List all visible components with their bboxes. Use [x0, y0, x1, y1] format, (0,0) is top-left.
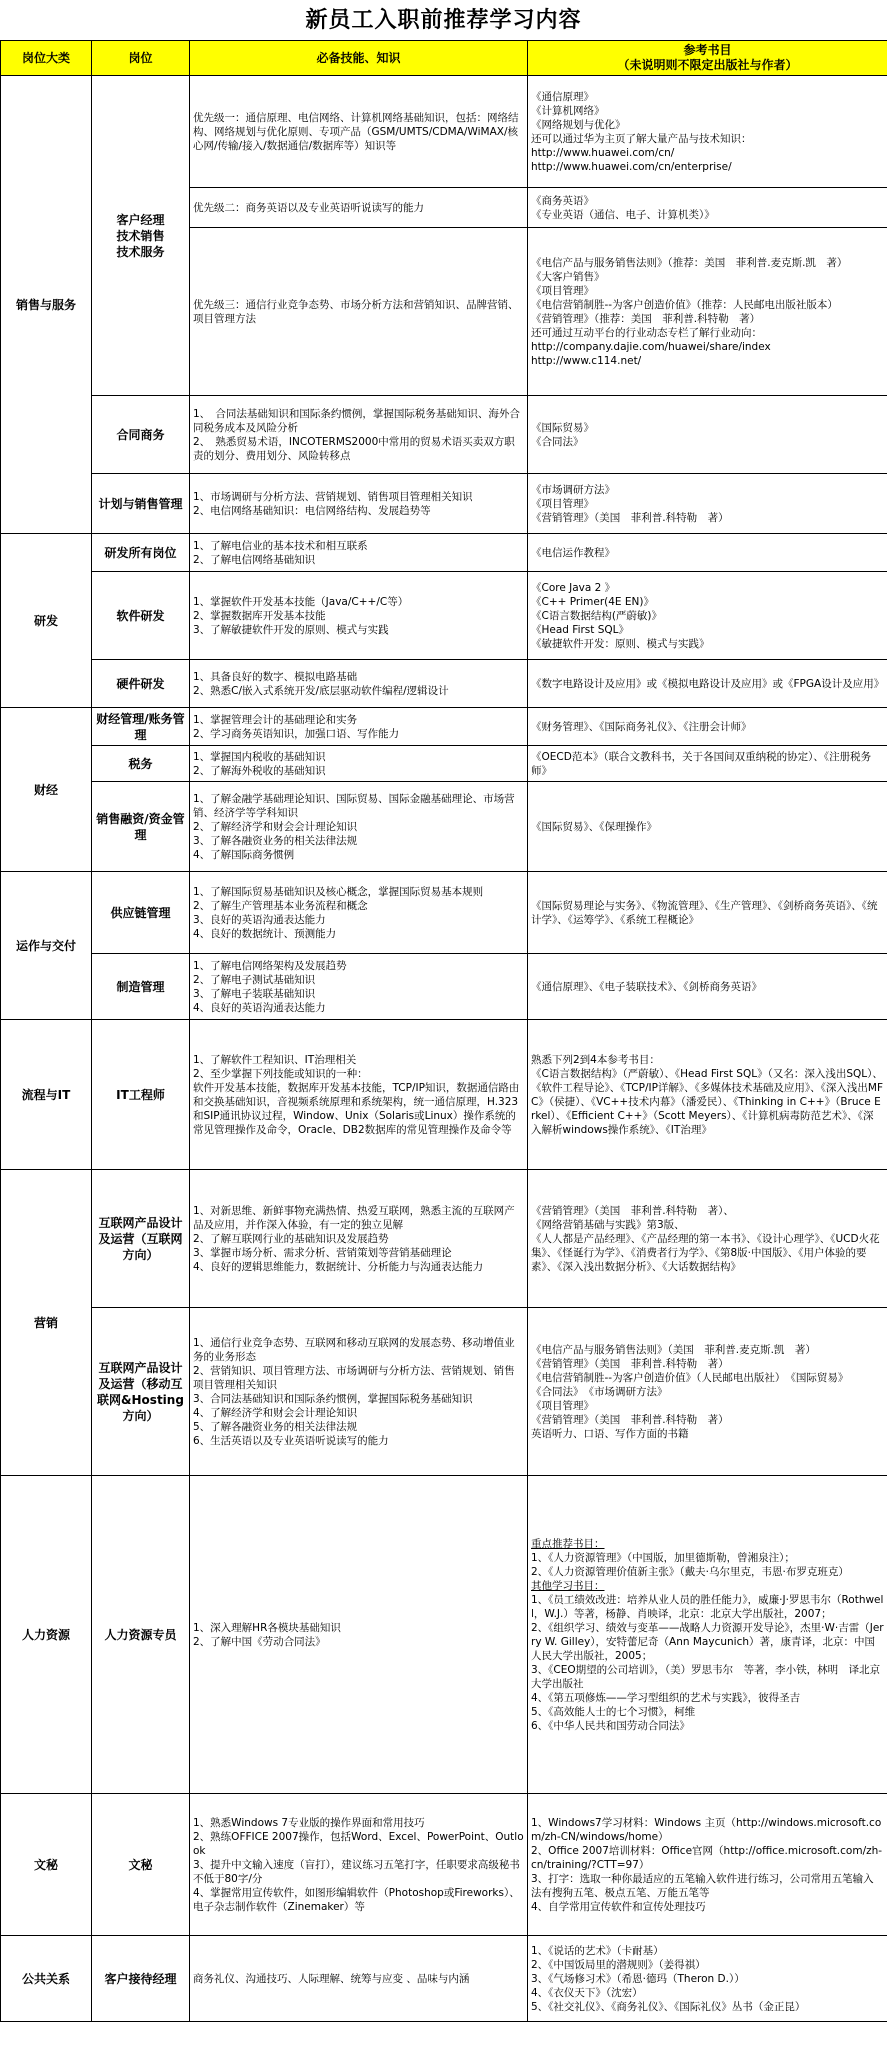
- books-line: 3、《CEO期望的公司培训》，（美）罗思韦尔 等著，李小铁，林明 译北京大学出版社: [531, 1663, 881, 1690]
- skill-line: 4、了解经济学和财会会计理论知识: [193, 1406, 358, 1419]
- books-cell: [528, 660, 887, 708]
- position-cell: [92, 782, 190, 872]
- skills-cell: [190, 396, 528, 474]
- position-label: 软件研发: [116, 608, 165, 623]
- skill-line: 1、通信行业竞争态势、互联网和移动互联网的发展态势、移动增值业务的业务形态: [193, 1336, 515, 1363]
- skill-line: 1、掌握国内税收的基础知识: [193, 750, 326, 763]
- table-row: [1, 660, 887, 708]
- skill-line: 3、提升中文输入速度（盲打），建议练习五笔打字，任职要求高级秘书不低于80字/分: [193, 1858, 520, 1885]
- table-row: [1, 954, 887, 1020]
- position-label: 互联网产品设计及运营（移动互联网&Hosting方向）: [97, 1360, 184, 1423]
- books-line: 《营销管理》（美国 菲利普.科特勒 著）: [531, 1413, 729, 1426]
- skills-cell: [190, 474, 528, 534]
- books-line: 《市场调研方法》: [531, 483, 615, 496]
- skill-line: 软件开发基本技能，数据库开发基本技能，TCP/IP知识，数据通信路由和交换基础知识，音视频系统原理和系统架构，统一通信原理，H.323和SIP通讯协议过程，Window、Unix（Solaris或Linux）操作系统的常见管理操作及命令，Oracle、DB2数据库的常见管理操作及命令等: [193, 1081, 520, 1136]
- books-line: 1、《员工绩效改进：培养从业人员的胜任能力》，威廉·J·罗思韦尔（Rothwell，W.J.）等著，杨静、肖映译，北京：北京大学出版社，2007；: [531, 1593, 884, 1620]
- position-label: 文秘: [128, 1857, 153, 1872]
- books-line: 《C++ Primer(4E EN)》: [531, 595, 654, 608]
- skill-line: 1、 合同法基础知识和国际条约惯例，掌握国际税务基础知识、海外合同税务成本及风险分析: [193, 407, 520, 434]
- books-line: http://www.huawei.com/cn/: [531, 146, 675, 159]
- position-label: 合同商务: [116, 427, 165, 442]
- books-line: http://www.c114.net/: [531, 354, 642, 367]
- position-label: 客户接待经理: [104, 1971, 177, 1986]
- books-cell: [528, 534, 887, 572]
- skill-line: 1、了解国际贸易基础知识及核心概念，掌握国际贸易基本规则: [193, 885, 484, 898]
- skill-line: 1、深入理解HR各模块基础知识: [193, 1621, 341, 1634]
- position-label: 财经管理/账务管理: [96, 711, 185, 742]
- skill-line: 1、熟悉Windows 7专业版的操作界面和常用技巧: [193, 1816, 425, 1829]
- books-line: 4、《第五项修炼——学习型组织的艺术与实践》，彼得圣吉: [531, 1691, 801, 1704]
- category-cell: 销售与服务: [1, 76, 92, 534]
- position-label: 互联网产品设计及运营（互联网方向）: [98, 1215, 183, 1262]
- books-cell: [528, 872, 887, 954]
- books-line: 《数字电路设计及应用》或《模拟电路设计及应用》或《FPGA设计及应用》: [531, 677, 885, 690]
- position-cell: [92, 1308, 190, 1476]
- skills-cell: [190, 188, 528, 228]
- header-category: 岗位大类: [1, 41, 92, 76]
- books-line: 《国际贸易》、《保理操作》: [531, 820, 657, 833]
- skill-line: 5、了解各融资业务的相关法律法规: [193, 1420, 358, 1433]
- position-cell: [92, 572, 190, 660]
- position-cell: [92, 708, 190, 746]
- books-line: 还可通过互动平台的行业动态专栏了解行业动向：: [531, 326, 762, 339]
- skills-cell: [190, 1020, 528, 1170]
- skill-line: 2、 熟悉贸易术语，INCOTERMS2000中常用的贸易术语买卖双方职责的划分、费用划分、风险转移点: [193, 435, 515, 462]
- category-cell: 人力资源: [1, 1476, 92, 1794]
- books-line: 1、《人力资源管理》（中国版，加里德斯勒，曾湘泉注）；: [531, 1551, 795, 1564]
- position-label: 研发所有岗位: [104, 545, 177, 560]
- books-line: 《人人都是产品经理》、《产品经理的第一本书》、《设计心理学》、《UCD火花集》、《怪诞行为学》、《消费者行为学》、《第8版·中国版》、《用户体验的要素》、《深入浅出数据分析》、《大话数据结构》: [531, 1232, 880, 1273]
- position-label: IT工程师: [116, 1087, 165, 1102]
- books-cell: [528, 746, 887, 782]
- books-cell: [528, 76, 887, 188]
- books-line: 熟悉下列2到4本参考书目：: [531, 1053, 660, 1066]
- books-line: 《营销管理》（推荐：美国 菲利普.科特勒 著）: [531, 312, 761, 325]
- books-line: 《大客户销售》: [531, 270, 605, 283]
- position-cell: [92, 872, 190, 954]
- skill-line: 2、了解中国《劳动合同法》: [193, 1635, 326, 1648]
- position-cell: [92, 534, 190, 572]
- books-line: 5、《社交礼仪》、《商务礼仪》、《国际礼仪》丛书（金正昆）: [531, 2000, 806, 2013]
- position-cell: [92, 76, 190, 396]
- books-line: 《营销管理》（美国 菲利普.科特勒 著）: [531, 1357, 729, 1370]
- books-line: 《营销管理》（美国 菲利普.科特勒 著）、: [531, 1204, 734, 1217]
- skill-line: 3、了解各融资业务的相关法律法规: [193, 834, 358, 847]
- skill-line: 优先级二：商务英语以及专业英语听说读写的能力: [193, 201, 424, 214]
- books-cell: [528, 782, 887, 872]
- position-cell: [92, 1936, 190, 2022]
- skill-line: 3、合同法基础知识和国际条约惯例，掌握国际税务基础知识: [193, 1392, 473, 1405]
- recommendation-table: [0, 40, 887, 2022]
- position-label: 销售融资/资金管理: [96, 811, 185, 842]
- books-line: 《通信原理》: [531, 90, 594, 103]
- books-line: 《合同法》: [531, 435, 584, 448]
- category-cell: 营销: [1, 1170, 92, 1476]
- books-line: 2、Office 2007培训材料：Office官网（http://office.microsoft.com/zh-cn/training/?CTT=97）: [531, 1844, 883, 1871]
- skill-line: 1、具备良好的数字、模拟电路基础: [193, 670, 358, 683]
- skill-line: 4、了解国际商务惯例: [193, 848, 295, 861]
- header-position: 岗位: [92, 41, 190, 76]
- skills-cell: [190, 1936, 528, 2022]
- skills-cell: [190, 1794, 528, 1936]
- header-row: [1, 41, 887, 76]
- position-cell: [92, 1170, 190, 1308]
- skills-cell: [190, 872, 528, 954]
- books-heading-key: 重点推荐书目：: [531, 1537, 605, 1550]
- books-line: 《网络规划与优化》: [531, 118, 626, 131]
- books-line: 《营销管理》（美国 菲利普.科特勒 著）: [531, 511, 729, 524]
- skills-cell: [190, 954, 528, 1020]
- books-line: http://company.dajie.com/huawei/share/index: [531, 340, 771, 353]
- table-row: [1, 76, 887, 188]
- skill-line: 4、良好的英语沟通表达能力: [193, 1001, 326, 1014]
- category-cell: 流程与IT: [1, 1020, 92, 1170]
- books-line: 《C语言数据结构(严蔚敏)》: [531, 609, 663, 622]
- skills-cell: [190, 76, 528, 188]
- table-row: [1, 1020, 887, 1170]
- category-cell: 研发: [1, 534, 92, 708]
- skill-line: 2、了解海外税收的基础知识: [193, 764, 326, 777]
- category-cell: 公共关系: [1, 1936, 92, 2022]
- books-cell: [528, 572, 887, 660]
- skill-line: 2、营销知识、项目管理方法、市场调研与分析方法、营销规划、销售项目管理相关知识: [193, 1364, 515, 1391]
- skill-line: 1、掌握软件开发基本技能（Java/C++/C等）: [193, 595, 409, 608]
- books-heading-other: 其他学习书目：: [531, 1579, 605, 1592]
- skill-line: 2、了解互联网行业的基础知识及发展趋势: [193, 1232, 389, 1245]
- books-line: 2、《组织学习、绩效与变革——战略人力资源开发导论》，杰里·W·吉雷（Jerry W. Gilley），安特蕾尼奇（Ann Maycunich）著，康青译，北京：中国人民大学出版社，2005；: [531, 1621, 884, 1662]
- table-row: [1, 746, 887, 782]
- books-line: 《计算机网络》: [531, 104, 605, 117]
- books-line: 《通信原理》、《电子装联技术》、《剑桥商务英语》: [531, 980, 762, 993]
- books-line: 2、《人力资源管理价值新主张》（戴夫·乌尔里克，韦恩·布罗克班克）: [531, 1565, 849, 1578]
- books-line: 《项目管理》: [531, 284, 594, 297]
- skill-line: 2、电信网络基础知识：电信网络结构、发展趋势等: [193, 504, 431, 517]
- position-cell: [92, 1794, 190, 1936]
- skills-cell: [190, 228, 528, 396]
- skill-line: 4、掌握常用宣传软件，如图形编辑软件（Photoshop或Fireworks）、电子杂志制作软件（Zinemaker）等: [193, 1886, 520, 1913]
- books-cell: [528, 1170, 887, 1308]
- header-books: [528, 41, 887, 76]
- books-cell: [528, 188, 887, 228]
- table-row: [1, 872, 887, 954]
- skill-line: 1、了解电信网络架构及发展趋势: [193, 959, 347, 972]
- books-cell: [528, 396, 887, 474]
- skills-cell: [190, 708, 528, 746]
- skill-line: 商务礼仪、沟通技巧、人际理解、统筹与应变 、品味与内涵: [193, 1972, 470, 1985]
- books-line: 英语听力、口语、写作方面的书籍: [531, 1427, 689, 1440]
- books-line: 《电信产品与服务销售法则》（推荐：美国 菲利普.麦克斯.凯 著）: [531, 256, 848, 269]
- skill-line: 2、了解电子测试基础知识: [193, 973, 316, 986]
- skill-line: 4、良好的逻辑思维能力，数据统计、分析能力与沟通表达能力: [193, 1260, 484, 1273]
- skill-line: 1、了解软件工程知识、IT治理相关: [193, 1053, 357, 1066]
- table-row: [1, 708, 887, 746]
- position-cell: [92, 396, 190, 474]
- skill-line: 2、了解经济学和财会会计理论知识: [193, 820, 358, 833]
- skill-line: 2、熟悉C/嵌入式系统开发/底层驱动软件编程/逻辑设计: [193, 684, 449, 697]
- skill-line: 3、良好的英语沟通表达能力: [193, 913, 326, 926]
- books-line: 《OECD范本》（联合文教科书，关于各国间双重纳税的协定）、《注册税务师》: [531, 750, 872, 777]
- books-cell: [528, 1476, 887, 1794]
- books-cell: [528, 708, 887, 746]
- skill-line: 1、了解电信业的基本技术和相互联系: [193, 539, 368, 552]
- category-cell: 财经: [1, 708, 92, 872]
- skill-line: 1、掌握管理会计的基础理论和实务: [193, 713, 358, 726]
- skill-line: 优先级三：通信行业竞争态势、市场分析方法和营销知识、品牌营销、项目管理方法: [193, 298, 519, 325]
- table-row: [1, 1936, 887, 2022]
- books-line: 《合同法》 《市场调研方法》: [531, 1385, 668, 1398]
- books-line: 《专业英语（通信、电子、计算机类）》: [531, 208, 715, 221]
- books-line: 《电信营销制胜--为客户创造价值》（人民邮电出版社） 《国际贸易》: [531, 1371, 849, 1384]
- books-line: 《电信产品与服务销售法则》（美国 菲利普.麦克斯.凯 著）: [531, 1343, 816, 1356]
- position-label: 制造管理: [116, 979, 165, 994]
- skills-cell: [190, 1476, 528, 1794]
- books-line: 3、打字：选取一种你最适应的五笔输入软件进行练习，公司常用五笔输入法有搜狗五笔、极点五笔、万能五笔等: [531, 1872, 874, 1899]
- skill-line: 2、熟练OFFICE 2007操作，包括Word、Excel、PowerPoint、Outlook: [193, 1830, 524, 1857]
- books-line: 《国际贸易》: [531, 421, 594, 434]
- books-cell: [528, 1794, 887, 1936]
- skill-line: 3、掌握市场分析、需求分析、营销策划等营销基础理论: [193, 1246, 452, 1259]
- skills-cell: [190, 534, 528, 572]
- skills-cell: [190, 660, 528, 708]
- skill-line: 3、了解敏捷软件开发的原则、模式与实践: [193, 623, 389, 636]
- books-line: 1、《说话的艺术》（卡耐基）: [531, 1944, 664, 1957]
- position-label: 客户经理: [116, 212, 165, 227]
- books-cell: [528, 1936, 887, 2022]
- table-row: [1, 474, 887, 534]
- position-label: 硬件研发: [116, 676, 165, 691]
- skill-line: 2、了解电信网络基础知识: [193, 553, 316, 566]
- skill-line: 2、学习商务英语知识，加强口语、写作能力: [193, 727, 400, 740]
- books-line: 2、《中国饭局里的潜规则》（姜得祺）: [531, 1958, 706, 1971]
- books-cell: [528, 954, 887, 1020]
- books-line: 《C语言数据结构》（严蔚敏）、《Head First SQL》（又名：深入浅出SQL）、《软件工程导论》、《TCP/IP详解》、《多媒体技术基础及应用》、《深入浅出MFC》（侯捷）、《VC++技术内幕》（潘爱民）、《Thinking in C++》（Bruce Erkel）、《Efficient C++》（Scott Meyers）、《计算机病毒防范艺术》、《深入解析windows操作系统》、《IT治理》: [531, 1067, 884, 1136]
- books-line: 4、《衣仪天下》（沈宏）: [531, 1986, 643, 1999]
- table-row: [1, 1476, 887, 1794]
- books-line: 《敏捷软件开发：原则、模式与实践》: [531, 637, 710, 650]
- position-label: 计划与销售管理: [98, 496, 183, 511]
- books-line: 3、《气场修习术》（希恩·德玛（Theron D.））: [531, 1972, 745, 1985]
- skills-cell: [190, 572, 528, 660]
- position-cell: [92, 474, 190, 534]
- books-line: 《财务管理》、《国际商务礼仪》、《注册会计师》: [531, 720, 752, 733]
- books-line: 6、《中华人民共和国劳动合同法》: [531, 1719, 690, 1732]
- position-label: 技术销售: [116, 228, 165, 243]
- position-label: 人力资源专员: [104, 1627, 177, 1642]
- position-label: 税务: [128, 756, 153, 771]
- header-skills: 必备技能、知识: [190, 41, 528, 76]
- books-line: 《项目管理》: [531, 1399, 594, 1412]
- books-line: 《Head First SQL》: [531, 623, 630, 636]
- position-cell: [92, 1020, 190, 1170]
- table-row: [1, 534, 887, 572]
- books-line: 《项目管理》: [531, 497, 594, 510]
- header-books-line2: （未说明则不限定出版社与作者）: [617, 58, 798, 72]
- position-label: 技术服务: [116, 244, 165, 259]
- table-row: [1, 396, 887, 474]
- books-cell: [528, 228, 887, 396]
- skills-cell: [190, 782, 528, 872]
- skill-line: 1、对新思维、新鲜事物充满热情、热爱互联网，熟悉主流的互联网产品及应用，并作深入体验，有一定的独立见解: [193, 1204, 515, 1231]
- skill-line: 1、市场调研与分析方法、营销规划、销售项目管理相关知识: [193, 490, 473, 503]
- position-cell: [92, 1476, 190, 1794]
- books-cell: [528, 1020, 887, 1170]
- books-line: 4、自学常用宣传软件和宣传处理技巧: [531, 1900, 706, 1913]
- books-line: 还可以通过华为主页了解大量产品与技术知识：: [531, 132, 752, 145]
- category-cell: 文秘: [1, 1794, 92, 1936]
- skill-line: 优先级一：通信原理、电信网络、计算机网络基础知识，包括：网络结构、网络规划与优化原则、专项产品（GSM/UMTS/CDMA/WiMAX/核心网/传输/接入/数据通信/数据库等）知识等: [193, 111, 519, 152]
- skills-cell: [190, 746, 528, 782]
- table-row: [1, 1308, 887, 1476]
- position-cell: [92, 746, 190, 782]
- skill-line: 2、掌握数据库开发基本技能: [193, 609, 326, 622]
- books-line: http://www.huawei.com/cn/enterprise/: [531, 160, 732, 173]
- category-cell: 运作与交付: [1, 872, 92, 1020]
- table-row: [1, 1170, 887, 1308]
- skills-cell: [190, 1308, 528, 1476]
- table-row: [1, 782, 887, 872]
- skill-line: 1、了解金融学基础理论知识、国际贸易、国际金融基础理论、市场营销、经济学等学科知识: [193, 792, 515, 819]
- skill-line: 3、了解电子装联基础知识: [193, 987, 316, 1000]
- skill-line: 2、了解生产管理基本业务流程和概念: [193, 899, 368, 912]
- books-line: 《电信运作教程》: [531, 546, 615, 559]
- books-line: 《Core Java 2 》: [531, 581, 616, 594]
- books-line: 《电信营销制胜--为客户创造价值》（推荐：人民邮电出版社版本）: [531, 298, 838, 311]
- books-line: 《国际贸易理论与实务》、《物流管理》、《生产管理》、《剑桥商务英语》、《统计学》、《运筹学》、《系统工程概论》: [531, 899, 878, 926]
- books-cell: [528, 474, 887, 534]
- books-line: 《商务英语》: [531, 194, 594, 207]
- books-line: 1、Windows7学习材料：Windows 主页（http://windows.microsoft.com/zh-CN/windows/home）: [531, 1816, 882, 1843]
- page-title: 新员工入职前推荐学习内容: [305, 7, 582, 33]
- skill-line: 6、生活英语以及专业英语听说读写的能力: [193, 1434, 389, 1447]
- books-cell: [528, 1308, 887, 1476]
- books-line: 《网络营销基础与实践》第3版、: [531, 1218, 685, 1231]
- skills-cell: [190, 1170, 528, 1308]
- position-cell: [92, 660, 190, 708]
- table-row: [1, 572, 887, 660]
- table-row: [1, 1794, 887, 1936]
- skill-line: 4、良好的数据统计、预测能力: [193, 927, 337, 940]
- position-cell: [92, 954, 190, 1020]
- skill-line: 2、至少掌握下列技能或知识的一种：: [193, 1067, 368, 1080]
- position-label: 供应链管理: [110, 905, 171, 920]
- books-line: 5、《高效能人士的七个习惯》，柯维: [531, 1705, 696, 1718]
- header-books-line1: 参考书目: [683, 43, 732, 57]
